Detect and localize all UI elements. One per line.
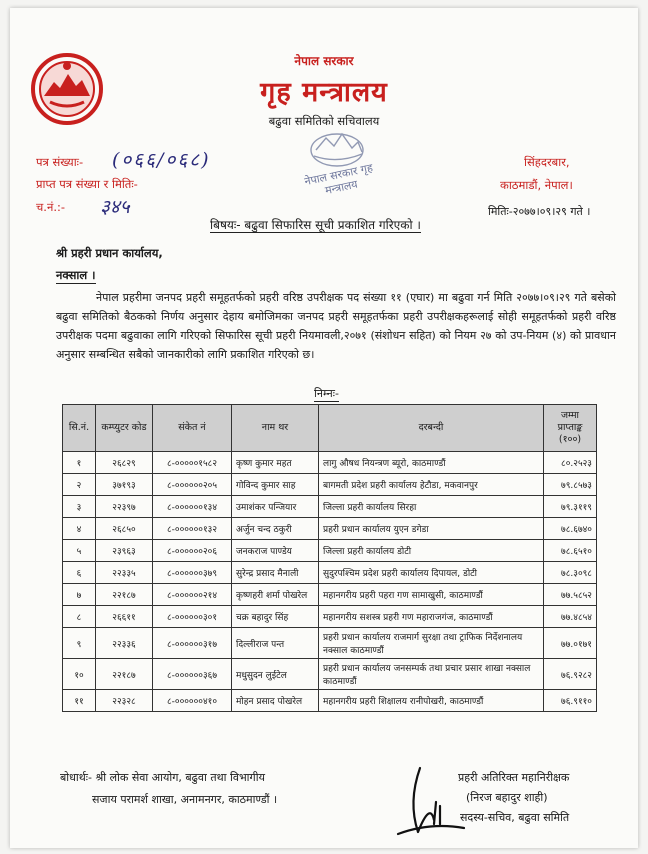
cell-sn: ४ [63,518,96,540]
cell-symbol-no: ८-००००००३७९ [153,562,232,584]
received-label: प्राप्त पत्र संख्या र मितिः- [36,177,138,191]
cell-score: ८०.२५२३ [544,452,597,474]
cell-score: ७८.३०९८ [544,562,597,584]
signer-title: प्रहरी अतिरिक्त महानिरीक्षक [458,771,570,784]
cell-symbol-no: ८-००००००३०१ [153,606,232,628]
table-row [63,518,597,540]
cell-score: ७६.९२८२ [544,659,597,690]
dispatch-value: ३४५ [100,196,130,218]
table-row [63,496,597,518]
header-post: दरबन्दी [319,405,544,452]
ministry-title: गृह मन्त्रालय [260,77,388,108]
government-heading: नेपाल सरकार [294,54,354,68]
header-computer-code: कम्प्युटर कोड [96,405,153,452]
cell-name: जनकराज पाण्डेय [232,540,319,562]
cell-post: लागु औषध नियन्त्रण ब्यूरो, काठमाण्डौं [319,452,544,474]
dispatch-label: च.नं.:- [36,200,66,214]
cc-line1: बोधार्थः- श्री लोक सेवा आयोग, बढुवा तथा विभागीय [60,771,265,784]
cell-computer-code: २२३३६ [96,628,153,659]
cell-score: ७९.३११९ [544,496,597,518]
cell-computer-code: २२१८७ [96,584,153,606]
table-row [63,690,597,712]
table-row [63,659,597,690]
cell-sn: ९ [63,628,96,659]
location-line1: सिंहदरबार, [524,155,570,169]
cell-sn: ३ [63,496,96,518]
cell-post: महानगरीय प्रहरी शिक्षालय रानीपोखरी, काठमाण्डौं [319,690,544,712]
cell-symbol-no: ८-००००००२१४ [153,584,232,606]
cell-symbol-no: ८-००००००२०५ [153,474,232,496]
cell-symbol-no: ८-०००००१५८२ [153,452,232,474]
subject-line [210,216,421,233]
recommendation-table-wrap [62,404,597,712]
cell-name: दिल्लीराज पन्त [232,628,319,659]
cell-name: कृष्ण कुमार महत [232,452,319,474]
table-row [63,628,597,659]
cell-name: चक्र बहादुर सिंह [232,606,319,628]
cell-score: ७८.६७४० [544,518,597,540]
cell-computer-code: २२३३५ [96,562,153,584]
header-symbol-no: संकेत नं [153,405,232,452]
cell-symbol-no: ८-००००००३६७ [153,659,232,690]
body-paragraph: नेपाल प्रहरीमा जनपद प्रहरी समूहतर्फको प्रहरी वरिष्ठ उपरीक्षक पद संख्या ११ (एघार) मा बढुवा गर्न मिति २०७७।०९।२९ गते बसेको बढुवा समितिको बैठकको निर्णय अनुसार देहाय बमोजिमका जनपद प्रहरी समूहतर्फका प्रहरी उपरीक्षकहरूलाई सोही समूहतर्फको प्रहरी वरिष्ठ उपरीक्षक पदमा बढुवाका लागि गरिएको सिफारिस सूची प्रहरी नियमावली,२०७१ (संशोधन सहित) को नियम २७ को उप-नियम (४) को प्रावधान अनुसार सम्बन्धित सबैको जानकारीको लागि प्रकाशित गरिएको छ। [56,291,616,361]
cell-score: ७७.०१७१ [544,628,597,659]
letter-date: मितिः-२०७७।०९।२९ गते । [488,205,591,218]
signer-name: (निरज बहादुर शाही) [466,791,548,804]
addressee-line1: श्री प्रहरी प्रधान कार्यालय, [56,246,163,260]
stamp-text: नेपाल सरकार गृह मन्त्रालय [303,161,374,198]
cell-name: मधुसुदन लुईटेल [232,659,319,690]
cc-line2: सजाय परामर्श शाखा, अनामनगर, काठमाण्डौं । [92,793,278,806]
cell-computer-code: २६६११ [96,606,153,628]
cell-post: जिल्ला प्रहरी कार्यालय सिरहा [319,496,544,518]
cell-score: ७७.४८५४ [544,606,597,628]
table-row [63,452,597,474]
cell-name: गोविन्द कुमार साह [232,474,319,496]
cell-sn: ११ [63,690,96,712]
cell-score: ७९.८५७३ [544,474,597,496]
location-line2: काठमाडौं, नेपाल। [500,178,573,192]
letter-number-label: पत्र संख्याः- [36,155,84,169]
cell-computer-code: २२१८७ [96,659,153,690]
list-heading: निम्नः- [314,387,339,400]
cell-name: कृष्णहरी शर्मा पोखरेल [232,584,319,606]
cell-computer-code: २२३९७ [96,496,153,518]
cell-post: प्रहरी प्रधान कार्यालय युएन डगेडा [319,518,544,540]
recommendation-table [62,404,597,712]
cell-post: बागमती प्रदेश प्रहरी कार्यालय हेटौडा, मकवानपुर [319,474,544,496]
cell-post: महानगरीय प्रहरी पहरा गण सामाखुसी, काठमाण्डौं [319,584,544,606]
cell-symbol-no: ८-००००००२०६ [153,540,232,562]
table-row [63,562,597,584]
cell-symbol-no: ८-००००००१३४ [153,496,232,518]
cell-computer-code: २३९६३ [96,540,153,562]
cell-name: मोहन प्रसाद पोखरेल [232,690,319,712]
cell-sn: १० [63,659,96,690]
cell-sn: ६ [63,562,96,584]
table-body [63,452,597,712]
cell-sn: १ [63,452,96,474]
signer-role: सदस्य-सचिव, बढुवा समिति [460,811,570,824]
cell-symbol-no: ८-००००००१३२ [153,518,232,540]
subject-text: बिषयः- बढुवा सिफारिस सूची प्रकाशित गरिएको । [210,218,421,232]
cell-name: अर्जुन चन्द ठकुरी [232,518,319,540]
table-header-row [63,405,597,452]
cell-name: उमाशंकर पन्जियार [232,496,319,518]
cell-sn: २ [63,474,96,496]
cell-score: ७७.५८५२ [544,584,597,606]
table-row [63,584,597,606]
cell-post: प्रहरी प्रधान कार्यालय राजमार्ग सुरक्षा तथा ट्राफिक निर्देशनालय नक्साल काठमाण्डौं [319,628,544,659]
header-name: नाम थर [232,405,319,452]
table-row [63,540,597,562]
letter-number-value: (०६६/०६८) [112,149,211,171]
cell-post: जिल्ला प्रहरी कार्यालय डोटी [319,540,544,562]
secretariat-subtitle: बढुवा समितिको सचिवालय [268,114,380,128]
header-total-score: जम्मा प्राप्ताङ्क (१००) [544,405,597,452]
header-sn: सि.नं. [63,405,96,452]
cell-sn: ७ [63,584,96,606]
cell-post: महानगरीय सशस्त्र प्रहरी गण महाराजगंज, काठमाण्डौं [319,606,544,628]
cell-score: ७६.९११० [544,690,597,712]
addressee-line2: नक्साल । [56,268,96,282]
cell-post: प्रहरी प्रधान कार्यालय जनसम्पर्क तथा प्रचार प्रसार शाखा नक्साल काठमाण्डौं [319,659,544,690]
cell-computer-code: २६८५० [96,518,153,540]
cell-score: ७८.६५१० [544,540,597,562]
cell-computer-code: २६८२९ [96,452,153,474]
cell-name: सुरेन्द्र प्रसाद मैनाली [232,562,319,584]
cell-symbol-no: ८-००००००४१० [153,690,232,712]
cell-symbol-no: ८-००००००३१७ [153,628,232,659]
cell-computer-code: २२३२८ [96,690,153,712]
cell-computer-code: ३७१९३ [96,474,153,496]
cell-sn: ५ [63,540,96,562]
table-row [63,606,597,628]
cell-sn: ८ [63,606,96,628]
cell-post: सुदुरपश्चिम प्रदेश प्रहरी कार्यालय दिपायल, डोटी [319,562,544,584]
table-row [63,474,597,496]
